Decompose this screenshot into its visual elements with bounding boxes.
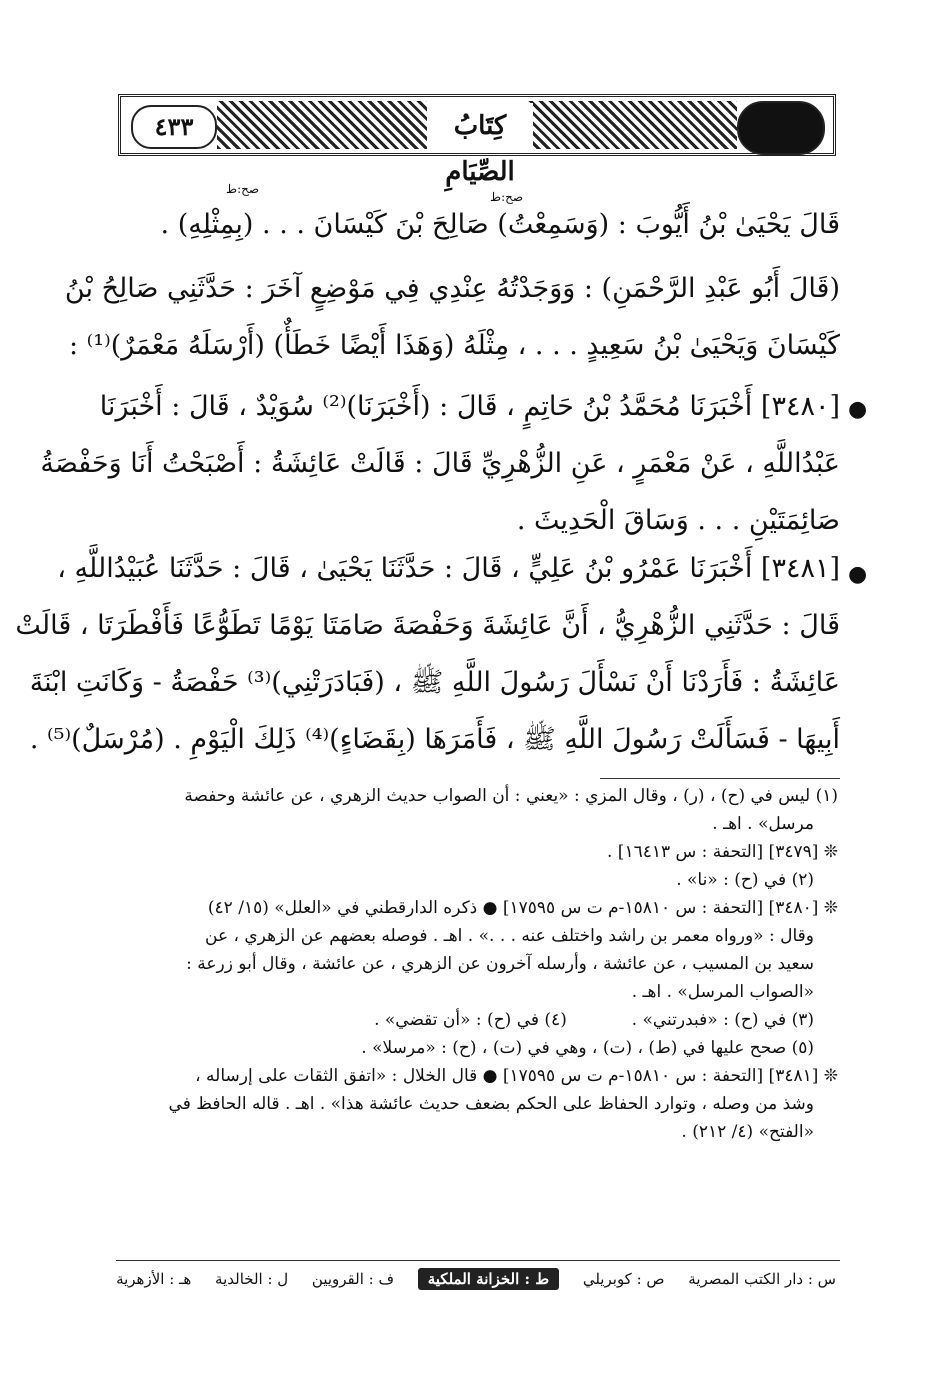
hadith-bullet: ● [848,562,868,587]
footnote-line: (٢) في (ح) : «نا» . [676,870,814,890]
legend-item: ل : الخالدية [215,1270,289,1288]
main-text [110,196,840,253]
text-line: عَائِشَةُ : فَأَرَدْنَا أَنْ نَسْأَلَ رَسُولَ اللَّهِ ﷺ ، (فَبَادَرَتْنِي)⁽³⁾ حَفْصَةُ - وَكَانَتِ ابْنَةَ [29,667,840,698]
legend-item: ص : كوبريلي [582,1270,665,1288]
footnote-line: مرسل» . اهـ . [712,814,814,834]
footnote-line: سعيد بن المسيب ، عن عائشة ، وأرسله آخرون عن الزهري ، عن عائشة ، وقال أبو زرعة : [186,954,814,974]
text-line: [٣٤٨٠] أَخْبَرَنَا مُحَمَّدُ بْنُ حَاتِمٍ ، قَالَ : (أَخْبَرَنَا)⁽²⁾ سُوَيْدٌ ، قَالَ : أَخْبَرَنَا [99,391,840,422]
legend-item: ف : القرويين [311,1270,395,1288]
footnote-line: ❊ [٣٤٨١] [التحفة : س ١٥٨١٠-م ت س ١٧٥٩٥] ● قال الخلال : «اتفق الثقات على إرساله ، [195,1066,838,1086]
book-seal-logo [737,101,825,155]
footnote-line: وشذ من وصله ، وتوارد الحفاظ على الحكم بضعف حديث عائشة هذا» . اهـ . قاله الحافظ في [168,1094,814,1114]
main-text [64,260,840,374]
footnote-line: «الفتح» (٤/ ٢١٢) . [681,1122,814,1142]
footnote-line: ❊ [٣٤٧٩] [التحفة : س ١٦٤١٣] . [606,842,838,862]
hadith-3480 [40,378,840,549]
header-ornament-left [217,101,427,149]
legend-item-highlighted: ط : الخزانة الملكية [418,1268,559,1290]
hadith-bullet: ● [848,397,868,422]
text-line: كَيْسَانَ وَيَحْيَىٰ بْنُ سَعِيدٍ . . . ، مِثْلَهُ (وَهَذَا أَيْضًا خَطَأٌ) (أَرْسَلَهُ مَعْمَرٌ)⁽¹⁾ : [68,330,840,361]
page-header [118,94,836,187]
header-ornament-right [527,101,737,149]
legend-separator [116,1260,840,1261]
text-line: [٣٤٨١] أَخْبَرَنَا عَمْرُو بْنُ عَلِيٍّ ، قَالَ : حَدَّثَنَا يَحْيَىٰ ، قَالَ : حَدَّثَنَا عُبَيْدُاللَّهِ ، [57,553,840,584]
chapter-title: كِتَابُ الصِّيَامِ [427,103,533,149]
footnote-line: (١) ليس في (ح) ، (ر) ، وقال المزي : «يعني : أن الصواب حديث الزهري ، عن عائشة وحفصة [184,786,838,806]
footnote-line: (٥) صحح عليها في (ط) ، (ت) ، وهي في (ت) ، (ح) : «مرسلا» . [361,1038,814,1058]
text-line: أَبِيهَا - فَسَأَلَتْ رَسُولَ اللَّهِ ﷺ ، فَأَمَرَهَا (بِقَضَاءٍ)⁽⁴⁾ ذَلِكَ الْيَوْمِ . (مُرْسَلٌ)⁽⁵⁾ . [29,724,840,755]
text-line: صَائِمَتَيْنِ . . . وَسَاقَ الْحَدِيثَ . [516,505,840,536]
text-line: (قَالَ أَبُو عَبْدِ الرَّحْمَنِ) : وَوَجَدْتُهُ عِنْدِي فِي مَوْضِعٍ آخَرَ : حَدَّثَنِي صَالِحُ بْنُ [64,273,840,304]
footnote-line: وقال : «ورواه معمر بن راشد واختلف عنه . . .» . اهـ . فوصله بعضهم عن الزهري ، عن [205,926,814,946]
text-line: عَبْدُاللَّهِ ، عَنْ مَعْمَرٍ ، عَنِ الزُّهْرِيِّ قَالَ : قَالَتْ عَائِشَةُ : أَصْبَحْتُ أَنَا وَحَفْصَةُ [40,448,840,479]
footnote-line: (٣) في (ح) : «فبدرتني» . (٤) في (ح) : «أن تقضي» . [374,1010,814,1030]
correction-mark: صح:ط [226,182,260,196]
page-number: ٤٣٣ [131,105,217,149]
footnote-line: «الصواب المرسل» . اهـ . [631,982,814,1002]
text-line: قَالَ : حَدَّثَنِي الزُّهْرِيُّ ، أَنَّ عَائِشَةَ وَحَفْصَةَ صَامَتَا يَوْمًا تَطَوُّعًا فَأَفْطَرَتَا ، قَالَتْ [15,610,840,641]
manuscript-legend [116,1268,836,1290]
correction-mark: صح:ط [490,190,524,204]
legend-item: س : دار الكتب المصرية [688,1270,836,1288]
legend-item: هـ : الأزهرية [116,1270,192,1288]
text-line: قَالَ يَحْيَىٰ بْنُ أَيُّوبَ : (وَسَمِعْتُ) صَالِحَ بْنَ كَيْسَانَ . . . (بِمِثْلِهِ) . [160,209,840,240]
footnotes [110,782,838,1146]
footnote-line: ❊ [٣٤٨٠] [التحفة : س ١٥٨١٠-م ت س ١٧٥٩٥] ● ذكره الدارقطني في «العلل» (١٥/ ٤٢) [207,898,838,918]
footnote-separator [600,778,840,779]
hadith-3481 [15,540,840,768]
